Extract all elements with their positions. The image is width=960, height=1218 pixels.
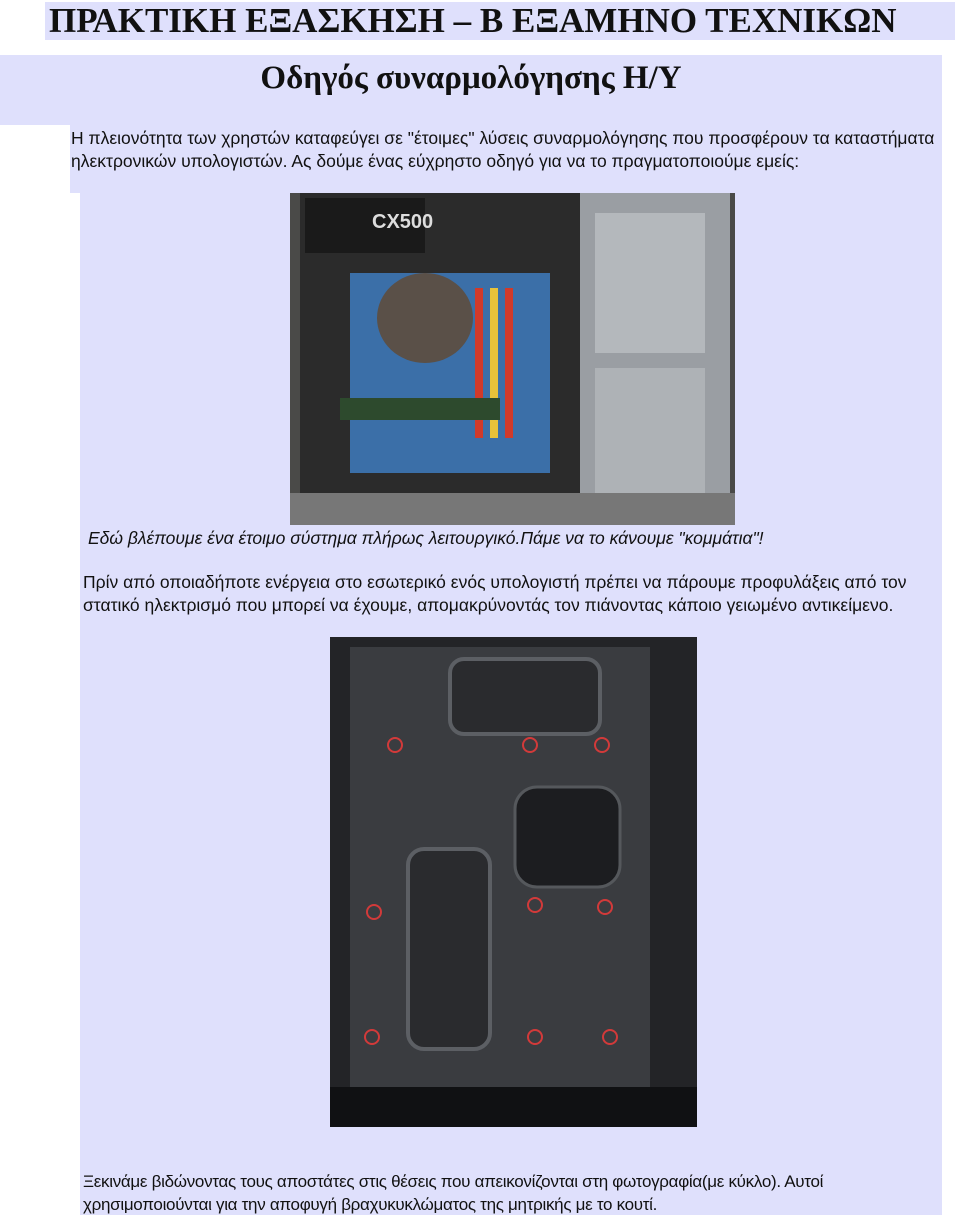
assembled-pc-photo <box>290 193 735 525</box>
standoffs-paragraph: Ξεκινάμε βιδώνοντας τους αποστάτες στις θέσεις που απεικονίζονται στη φωτογραφία(με κύκλο). Αυτοί χρησιμοποιούνται για την αποφυγή βραχυκυκλώματος της μητρικής με το κουτί. <box>83 1172 824 1214</box>
photo-caption: Εδώ βλέπουμε ένα έτοιμο σύστημα πλήρως λειτουργικό.Πάμε να το κάνουμε "κομμάτια"! <box>88 528 764 548</box>
empty-case-standoffs-photo <box>330 637 697 1127</box>
psu-label: CX500 <box>372 211 434 233</box>
page-title: Οδηγός συναρμολόγησης Η/Υ <box>260 60 682 96</box>
static-warning-paragraph: Πρίν από οποιαδήποτε ενέργεια στο εσωτερικό ενός υπολογιστή πρέπει να πάρουμε προφυλάξεις από τον στατικό ηλεκτρισμό που μπορεί να έχουμε, απομακρύνοντάς τον πιάνοντας κάποιο γειωμένο αντικείμενο. <box>83 572 907 615</box>
intro-paragraph: Η πλειονότητα των χρηστών καταφεύγει σε "έτοιμες" λύσεις συναρμολόγησης που προσφέρουν τα καταστήματα ηλεκτρονικών υπολογιστών. Ας δούμε ένας εύχρηστο οδηγό για να το πραγματοποιούμε εμείς: <box>71 128 935 171</box>
document-header-title: ΠΡΑΚΤΙΚΗ ΕΞΑΣΚΗΣΗ – Β ΕΞΑΜΗΝΟ ΤΕΧΝΙΚΩΝ <box>45 2 955 40</box>
